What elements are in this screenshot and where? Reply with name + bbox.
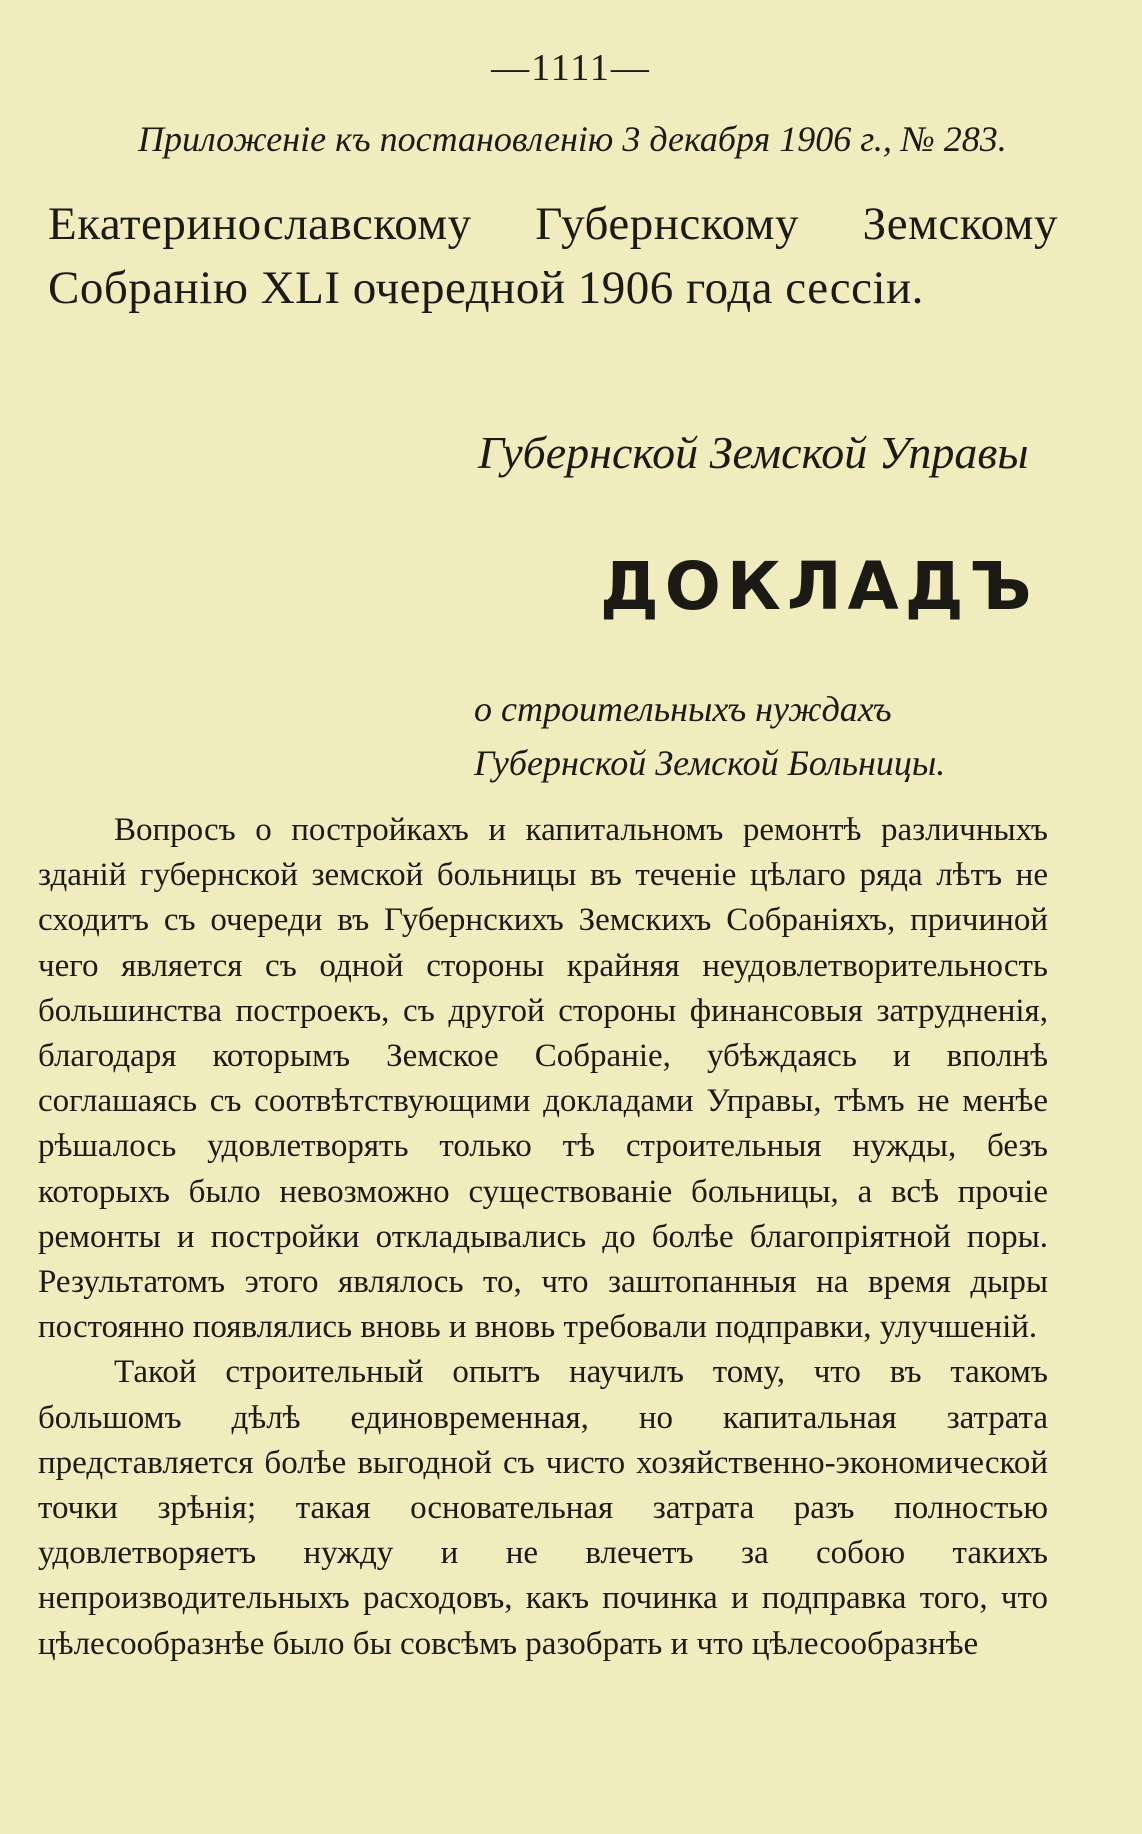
report-subject: о строительныхъ нуждахъ Губернской Земской Больницы. <box>474 689 946 783</box>
body-paragraph-1: Вопросъ о постройкахъ и капитальномъ ремонтѣ различныхъ зданій губернской земской больницы въ теченіе цѣлаго ряда лѣтъ не сходитъ съ очереди въ Губернскихъ Земскихъ Собраніяхъ, причиной чего является съ одной стороны крайняя неудовлетворительность большинства построекъ, съ другой стороны финансовыя затрудненія, благодаря которымъ Земское Собраніе, убѣждаясь и вполнѣ соглашаясь съ соотвѣтствующими докладами Управы, тѣмъ не менѣе рѣшалось удовлетворять только тѣ строительныя нужды, безъ которыхъ было невозможно существованіе больницы, а всѣ прочіе ремонты и постройки откладывались до болѣе благопріятной поры. Результатомъ этого являлось то, что заштопанныя на время дыры постоянно появлялись вновь и вновь требовали подправки, улучшеній. <box>38 812 1048 1346</box>
body-text <box>38 808 1048 1667</box>
appendix-note: Приложеніе къ постановленію 3 декабря 1906 г., № 283. <box>138 119 1007 159</box>
from-line: Губернской Земской Управы <box>478 427 1029 478</box>
report-title: ДОКЛАДЪ <box>600 548 1038 625</box>
page-number: —1111— <box>491 47 651 89</box>
addressee-heading: Екатеринославскому Губернскому Земскому Собранію XLI очередной 1906 года сессіи. <box>48 198 1058 314</box>
body-paragraph-2: Такой строительный опытъ научилъ тому, что въ такомъ большомъ дѣлѣ единовременная, но капитальная затрата представляется болѣе выгодной съ чисто хозяйственно-экономической точки зрѣнія; такая основательная затрата разъ полностью удовлетворяетъ нужду и не влечетъ за собою такихъ непроизводительныхъ расходовъ, какъ починка и подправка того, что цѣлесообразнѣе было бы совсѣмъ разобрать и что цѣлесообразнѣе <box>38 1354 1048 1662</box>
